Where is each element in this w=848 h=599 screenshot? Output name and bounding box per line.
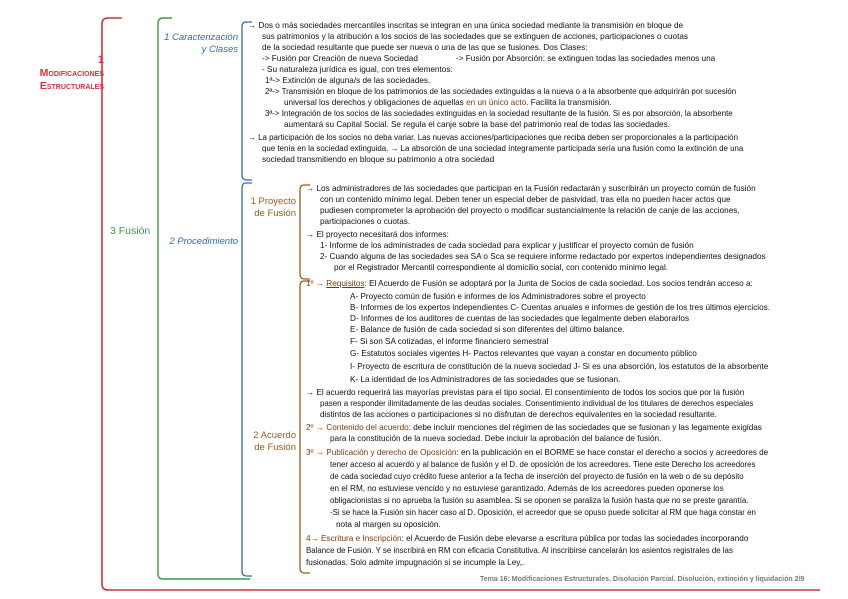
arrow-icon: →	[313, 279, 327, 288]
escritura-line-1: Balance de Fusión. Y se inscribirá en RM con eficacia Constitutiva. Al inscribirse cancelarán los asientos registrales de las	[306, 546, 733, 555]
req-item-7: K- La identidad de los Administradores de las sociedades que se fusionan.	[350, 375, 621, 384]
blue-bracket-top	[242, 22, 252, 180]
requisitos-num: 1º	[306, 279, 314, 288]
acuerdo-label-1: 2 Acuerdo	[253, 430, 296, 441]
arrow-icon: →	[390, 144, 401, 153]
caracterizacion-label-2: y Clases	[201, 44, 238, 55]
req-item-3: E- Balance de fusión de cada sociedad si son diferentes del último balance.	[350, 325, 625, 334]
mayorias-line-1: pasen a responder ilimitadamente de las deudas sociales. Consentimiento individual de los titulares de derechos especiales	[320, 399, 754, 408]
arrow-icon: →	[248, 133, 259, 142]
arrow-icon: →	[248, 21, 259, 30]
contenido-label: Contenido del acuerdo	[326, 423, 409, 432]
caract-line-4: -> Fusión por Absorción: se extinguen todas las sociedades menos una	[456, 54, 716, 63]
proy-line-5: 1- Informe de los administrades de cada sociedad para explicar y justificar el proyecto común de fusión	[320, 241, 694, 250]
mayorias-line-2: distintos de las acciones o participaciones si no disfrutan de derechos equivalentes en la sociedad resultante.	[320, 410, 717, 419]
procedimiento-label: 2 Procedimiento	[169, 236, 238, 247]
red-bracket	[102, 18, 122, 590]
caracterizacion-label	[152, 32, 238, 56]
mayorias-line-0: → El acuerdo requerirá las mayorías previstas para el tipo social. El consentimiento de todos los socios que por la fusión	[306, 388, 745, 397]
caract-line-8: universal los derechos y obligaciones de aquellas en un único acto. Facilita la transmisión.	[284, 98, 612, 107]
proyecto-label-1: 1 Proyecto	[250, 196, 296, 207]
caract-line-1: sus patrimonios y la atribución a los socios de las sociedades que se extinguen de acciones, participaciones o cuotas	[262, 32, 688, 41]
publicacion-line-6: nota al margen su oposición.	[336, 520, 441, 529]
caracterizacion-label-1: 1 Caracterización	[164, 32, 238, 43]
caract-line-12: aumentará su Capital Social. Se regula el canje sobre la base del patrimonio real de todas las sociedades.	[284, 120, 670, 129]
page-footer: Tema 16: Modificaciones Estructurales. Disolución Parcial. Disolución, extinción y liquidación 2/9	[480, 576, 805, 583]
arrow-icon: →	[313, 448, 327, 457]
arrow-icon: →	[313, 423, 327, 432]
proy-line-4: → El proyecto necesitará dos informes:	[306, 230, 449, 239]
req-item-4: F- Si son SA cotizadas, el informe financiero semestral	[350, 337, 549, 346]
caract-line-5: - Su naturaleza jurídica es igual, con tres elementos:	[262, 65, 453, 74]
publicacion-line-0: 3º → Publicación y derecho de Oposición: en la publicación en el BORME se hace constar el derecho a socios y acreedores de	[306, 448, 769, 457]
proy-line-0: → Los administradores de las sociedades que participan en la Fusión redactarán y suscribirán un proyecto común de fusión	[306, 184, 756, 193]
escritura-label: Escritura e Inscripción	[321, 534, 402, 543]
caract-line-16: sociedad transmitiendo en bloque su patrimonio a otra sociedad	[262, 155, 495, 164]
contenido-line-0: 2º → Contenido del acuerdo: debe incluir menciones del régimen de las sociedades que se fusionan y las legamente exigidas	[306, 423, 762, 432]
publicacion-num: 3º	[306, 448, 314, 457]
caract-line-7: 2ª-> Transmisión en bloque de los patrimonios de las sociedades extinguidas a la nueva o a la absorbente que adquirirán por sucesión	[265, 87, 737, 96]
req-item-5: G- Estatutos sociales vigentes H- Pactos relevantes que vayan a constar en documento público	[350, 349, 697, 358]
publicacion-label: Publicación y derecho de Oposición	[326, 448, 457, 457]
req-item-6: I- Proyecto de escritura de constitución de la nueva sociedad J- Si es una absorción, los estatutos de la absorbente	[350, 362, 769, 371]
proy-line-7: por el Registrador Mercantil correspondiente al domicilio social, con contenido mínimo legal.	[334, 263, 669, 272]
caract-line-13: → La participación de los socios no deba variar. Las nuevas acciones/participaciones que reciba deben ser proporcionales a la participación	[248, 133, 738, 142]
requisitos-label: Requisitos	[326, 279, 365, 288]
caract-line-3: -> Fusión por Creación de nueva Sociedad	[262, 54, 418, 63]
acuerdo-label	[238, 430, 296, 454]
caract-line-0: → Dos o más sociedades mercantiles inscritas se integran en una única sociedad mediante la transmisión en bloque de	[248, 21, 684, 30]
escritura-num: 4	[306, 534, 311, 543]
green-bracket	[158, 18, 250, 579]
proyecto-label-2: de Fusión	[254, 208, 296, 219]
proy-line-6: 2- Cuando alguna de las sociedades sea SA o Sca se requiere informe redactado por expertos independientes designados	[320, 252, 766, 261]
proy-line-3: participaciones o cuotas.	[320, 217, 411, 226]
proyecto-label	[238, 196, 296, 220]
arrow-icon: →	[306, 230, 317, 239]
requisitos-line: 1º → Requisitos: El Acuerdo de Fusión se adoptará por la Junta de Socios de cada sociedad. Los socios tendrán acceso a:	[306, 279, 753, 288]
acuerdo-label-2: de Fusión	[254, 442, 296, 453]
caract-line-11: 3ª-> Integración de los socios de las sociedades extinguidas en la sociedad resultante de la fusión. Si es por absorción, la absorbente	[265, 109, 733, 118]
section-title	[8, 54, 104, 93]
contenido-num: 2º	[306, 423, 314, 432]
proy-line-2: pudiesen comprometer la aprobación del proyecto o modificar sustancialmente la relación de canje de las acciones,	[320, 206, 740, 215]
publicacion-line-5: -Si se hace la Fusión sin hacer caso al D. Oposición, el acreedor que se opuso puede solicitar al RM que haga constar en	[330, 508, 756, 517]
proy-line-1: con un contenido mínimo legal. Deben tener un especial deber de pasividad, tras ella no pueden hacer actos que	[320, 195, 731, 204]
caract-line-2: de la sociedad resultante que puede ser nueva o una de las que se fusiones. Dos Clases:	[262, 43, 588, 52]
arrow-icon: →	[310, 534, 322, 543]
publicacion-line-4: obligacionistas si no aprueba la fusión su asamblea. Si se oponen se paraliza la fusión hasta que no se preste garantía.	[330, 496, 749, 505]
unico-acto-highlight: en un único acto	[466, 98, 527, 107]
caract-line-14: que tenía en la sociedad extinguida. → La absorción de una sociedad íntegramente participada sería una fusión como la extinción de una	[262, 144, 744, 153]
escritura-line-2: fusionadas. Solo admite impugnación si se incumple la Ley,.	[306, 558, 525, 567]
publicacion-line-3: en el RM, no estuviese vencido y no estuviese garantizado. Además de los acreedores pueden oponerse los	[330, 484, 724, 493]
blue-bracket-bottom	[242, 183, 252, 576]
section-title-line1: Modificaciones	[39, 67, 104, 79]
caract-line-6: 1ª-> Extinción de alguna/s de las sociedades.	[265, 76, 431, 85]
contenido-line-1: para la constitución de la nueva sociedad. Debe incluir la aprobación del balance de fusión.	[330, 434, 662, 443]
arrow-icon: →	[306, 184, 317, 193]
escritura-line-0: 4→ Escritura e Inscripción: el Acuerdo de Fusión debe elevarse a escritura pública por todas las sociedades incorporando	[306, 534, 749, 543]
req-item-2: D- Informes de los auditores de cuentas de las sociedades que legalmente deben elaborarlos	[350, 314, 690, 323]
publicacion-line-1: tener acceso al acuerdo y al balance de fusión y el D. de oposición de los acreedores. Tiene este Derecho los acreedores	[330, 460, 756, 469]
arrow-icon: →	[306, 388, 317, 397]
req-item-0: A- Proyecto común de fusión e informes de los Administradores sobre el proyecto	[350, 292, 646, 301]
section-number: 1	[97, 54, 104, 66]
section-title-line2: Estructurales	[39, 80, 104, 92]
req-item-1: B- Informes de los expertos independientes C- Cuentas anuales e informes de gestión de los tres últimos ejercicios.	[350, 303, 771, 312]
publicacion-line-2: de cada sociedad cuyo crédito fuese anterior a la fecha de inserción del proyecto de fusión en la web o de su depósito	[330, 472, 744, 481]
fusion-label: 3 Fusión	[110, 225, 151, 237]
